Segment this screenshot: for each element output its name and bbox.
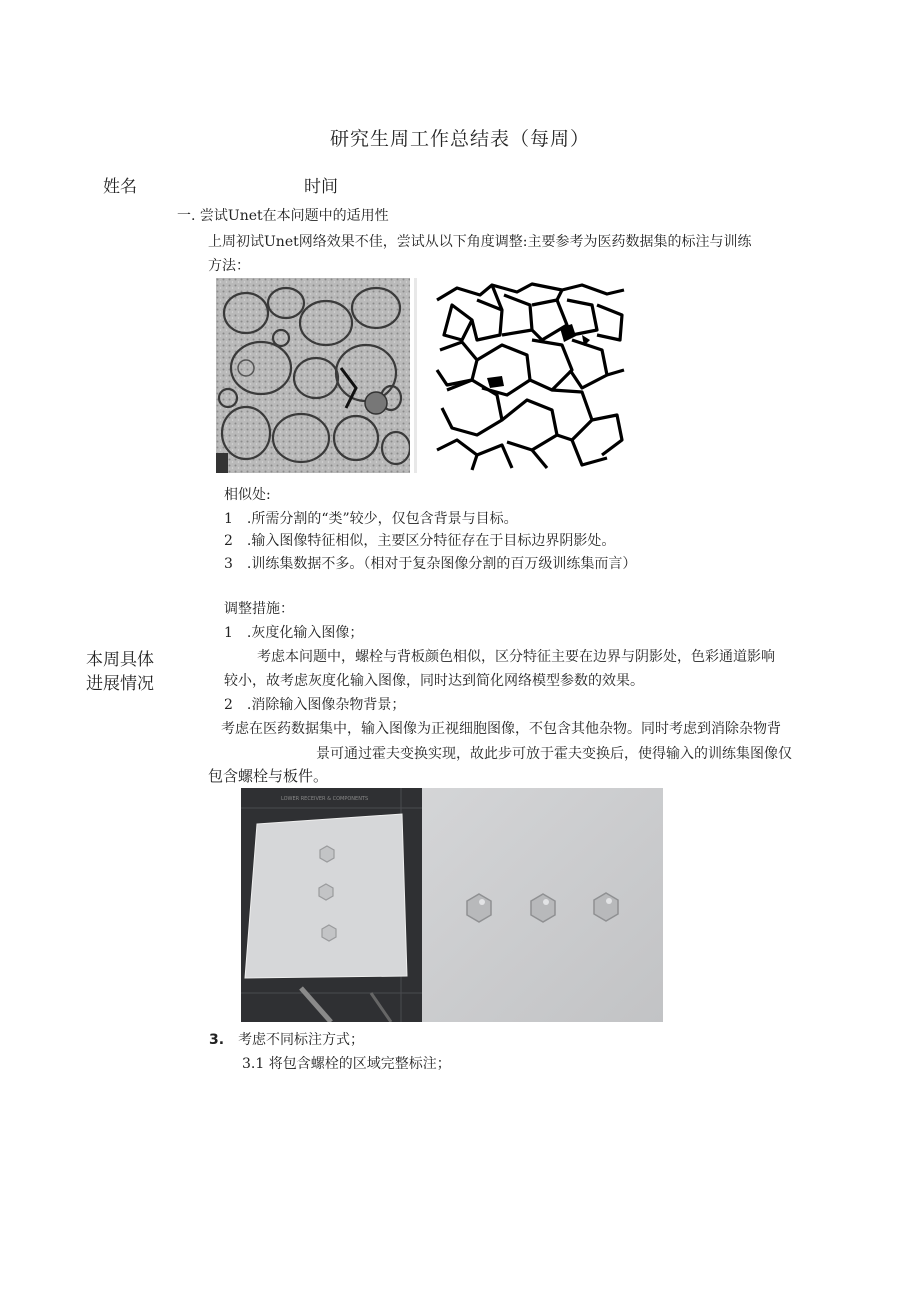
mat-printed-text: LOWER RECEIVER & COMPONENTS (281, 796, 369, 802)
intro-line-1: 上周初试Unet网络效果不佳，尝试从以下角度调整:主要参考为医药数据集的标注与训练 (208, 234, 752, 250)
adjust-item-3 (209, 1029, 364, 1049)
adjust-item-number: 3. (209, 1032, 225, 1048)
similar-item-number: 1 (224, 511, 233, 527)
similar-item-number: 3 (224, 556, 233, 572)
segmentation-mask-image (432, 280, 628, 472)
adjust-3-1: 3.1 将包含螺栓的区域完整标注； (242, 1056, 451, 1072)
similar-item-1 (224, 508, 518, 528)
name-label: 姓名 (103, 177, 137, 197)
intro-line-2: 方法： (208, 258, 250, 274)
section-heading: 一. 尝试Unet在本问题中的适用性 (177, 208, 389, 224)
similar-item-2 (224, 530, 615, 550)
similar-title: 相似处: (224, 487, 271, 503)
similar-item-3 (224, 553, 636, 573)
similar-item-text: .训练集数据不多。（相对于复杂图像分割的百万级训练集而言） (246, 556, 637, 572)
adjust-item-2 (224, 694, 405, 714)
adjust-2-desc-line-3: 包含螺栓与板件。 (208, 767, 329, 785)
figure-divider (414, 278, 417, 473)
time-label: 时间 (304, 177, 338, 197)
bolt-photo-original (241, 788, 422, 1022)
adjust-item-1 (224, 622, 363, 642)
similar-item-text: .所需分割的“类”较少，仅包含背景与目标。 (246, 511, 518, 527)
similar-item-number: 2 (224, 533, 233, 549)
bolt-photo-cropped (422, 788, 663, 1022)
section-label-line2: 进展情况 (86, 674, 154, 694)
adjust-2-desc-line-2: 景可通过霍夫变换实现，故此步可放于霍夫变换后，使得输入的训练集图像仅 (316, 746, 792, 762)
adjust-item-text: .消除输入图像杂物背景； (246, 697, 406, 713)
adjust-1-desc-line-1: 考虑本问题中，螺栓与背板颜色相似，区分特征主要在边界与阴影处，色彩通道影响 (257, 649, 775, 665)
adjust-item-text: 考虑不同标注方式； (238, 1032, 365, 1048)
section-label-line1: 本周具体 (86, 650, 154, 670)
page-title: 研究生周工作总结表（每周） (329, 128, 590, 150)
adjust-item-text: .灰度化输入图像； (246, 625, 364, 641)
adjust-1-desc-line-2: 较小，故考虑灰度化输入图像，同时达到简化网络模型参数的效果。 (224, 673, 644, 689)
adjust-2-desc-line-1: 考虑在医药数据集中，输入图像为正视细胞图像，不包含其他杂物。同时考虑到消除杂物背 (221, 721, 781, 737)
cell-microscopy-image (216, 278, 410, 473)
adjust-title: 调整措施： (224, 601, 294, 617)
adjust-item-number: 2 (224, 697, 233, 713)
adjust-item-number: 1 (224, 625, 233, 641)
similar-item-text: .输入图像特征相似，主要区分特征存在于目标边界阴影处。 (246, 533, 616, 549)
